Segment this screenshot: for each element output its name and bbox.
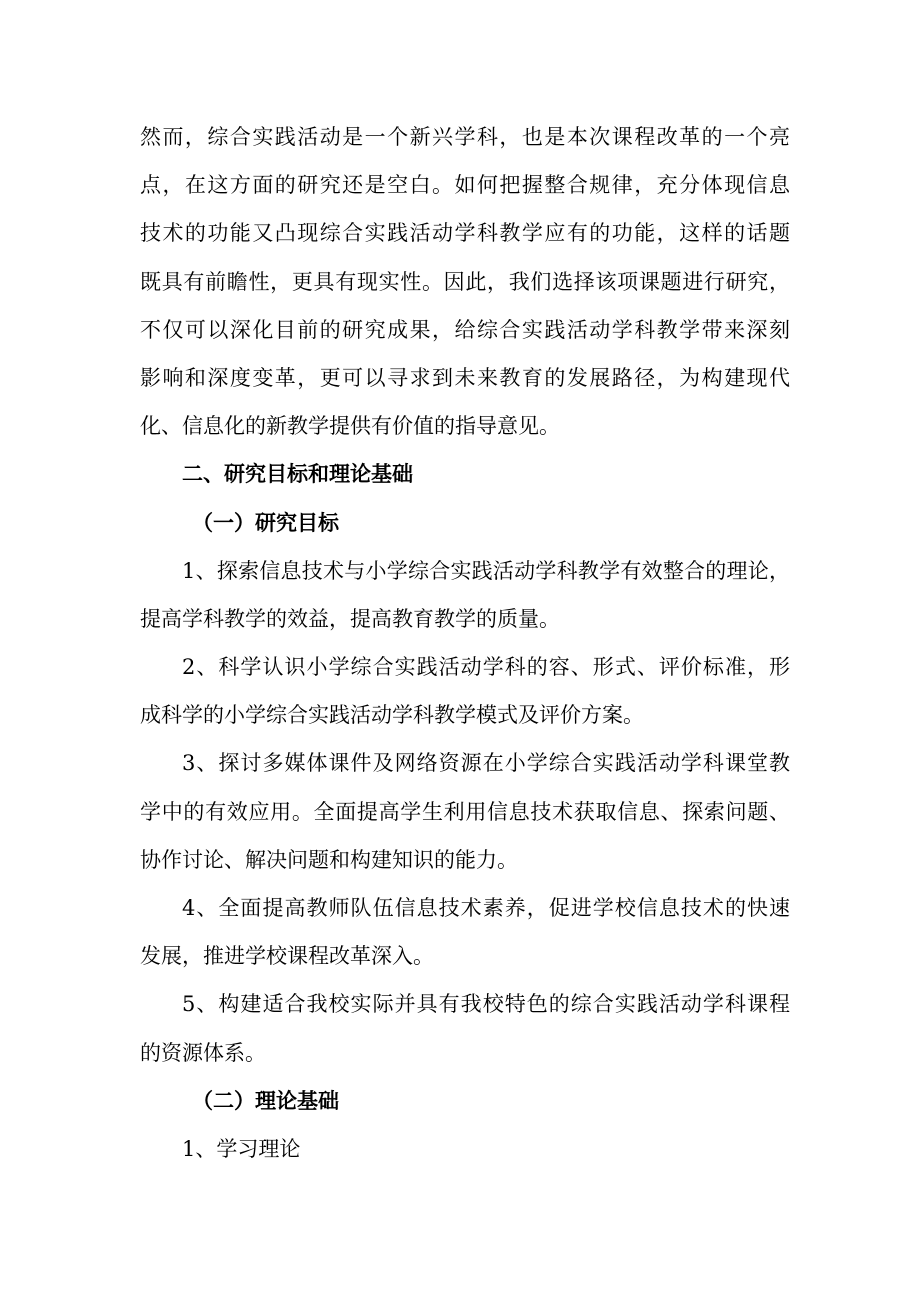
paragraph-line: 5、构建适合我校实际并具有我校特色的综合实践活动学科课程: [182, 992, 790, 1017]
paragraph-line: 2、科学认识小学综合实践活动学科的容、形式、评价标准，形: [182, 655, 790, 680]
paragraph-line: 不仅可以深化目前的研究成果，给综合实践活动学科教学带来深刻: [140, 317, 790, 342]
paragraph-line: 学中的有效应用。全面提高学生利用信息技术获取信息、探索问题、: [140, 799, 790, 824]
paragraph-line: 发展，推进学校课程改革深入。: [140, 944, 434, 969]
paragraph-line: 4、全面提高教师队伍信息技术素养，促进学校信息技术的快速: [182, 896, 790, 920]
goal-item-2: [140, 643, 790, 739]
paragraph-line: 1、探索信息技术与小学综合实践活动学科教学有效整合的理论，: [182, 558, 790, 583]
paragraph-line: 的资源体系。: [140, 1040, 266, 1065]
section-heading: 二、研究目标和理论基础: [182, 461, 413, 487]
goal-item-5: [140, 980, 790, 1076]
goal-item-4: [140, 884, 790, 980]
paragraph-line: 提高学科教学的效益，提高教育教学的质量。: [140, 606, 560, 631]
intro-paragraph: [140, 113, 790, 450]
paragraph-line: 点，在这方面的研究还是空白。如何把握整合规律，充分体现信息: [140, 173, 790, 198]
goal-item-3: [140, 739, 790, 884]
paragraph-line: 既具有前瞻性，更具有现实性。因此，我们选择该项课题进行研究，: [140, 269, 790, 294]
goal-item-1: [140, 547, 790, 643]
subsection-heading-goals: （一）研究目标: [192, 509, 339, 535]
theory-item: 1、学习理论: [182, 1136, 301, 1161]
paragraph-line: 成科学的小学综合实践活动学科教学模式及评价方案。: [140, 703, 644, 728]
paragraph-line: 3、探讨多媒体课件及网络资源在小学综合实践活动学科课堂教: [182, 751, 790, 776]
paragraph-line: 技术的功能又凸现综合实践活动学科教学应有的功能，这样的话题: [140, 221, 790, 246]
paragraph-line: 然而，综合实践活动是一个新兴学科，也是本次课程改革的一个亮: [140, 125, 790, 149]
document-page: [140, 113, 790, 1173]
subsection-heading-theory: （二）理论基础: [192, 1087, 339, 1113]
paragraph-line: 影响和深度变革，更可以寻求到未来教育的发展路径，为构建现代: [140, 365, 790, 390]
paragraph-line: 化、信息化的新教学提供有价值的指导意见。: [140, 414, 560, 439]
paragraph-line: 协作讨论、解决问题和构建知识的能力。: [140, 847, 518, 872]
